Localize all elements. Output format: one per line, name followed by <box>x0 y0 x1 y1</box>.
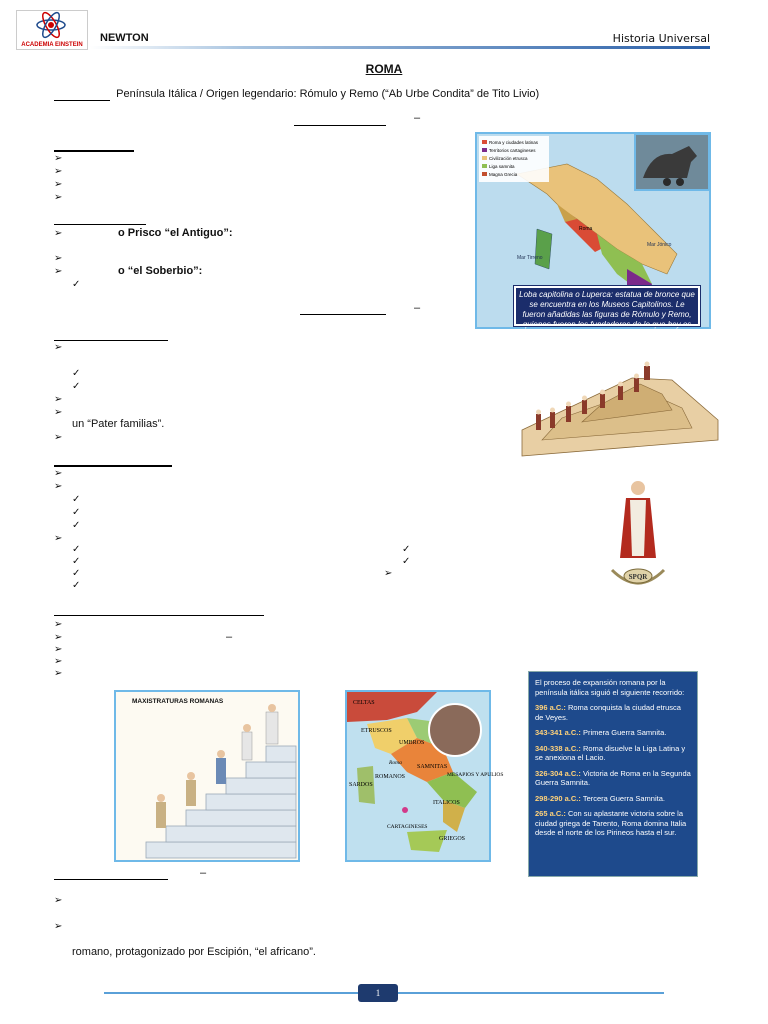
intro-line <box>54 88 539 101</box>
check-bullet-icon: ✓ <box>402 544 411 555</box>
atom-icon <box>35 13 67 37</box>
arrow-bullet-icon: ➢ <box>54 656 63 667</box>
check-bullet-icon: ✓ <box>72 520 81 531</box>
peoples-map-graphic <box>347 692 504 860</box>
arrow-bullet-icon: ➢ <box>54 921 63 932</box>
map-legend-item: Territorios cartagineses <box>489 148 536 153</box>
arrow-bullet-icon: ➢ <box>54 407 63 418</box>
map2-label: ITALICOS <box>433 800 460 806</box>
map2-label: MESAPIOS Y APULIOS <box>447 772 504 778</box>
map-label: Mar Jónico <box>647 242 672 248</box>
check-bullet-icon: ✓ <box>72 381 81 392</box>
infobox-item: 340-338 a.C.: Roma disuelve la Liga Latina y se anexiona el Lacio. <box>535 743 686 762</box>
arrow-bullet-icon: ➢ <box>54 632 63 643</box>
infobox-item: 396 a.C.: Roma conquista la ciudad etrusca de Veyes. <box>535 703 681 722</box>
page-number: 1 <box>358 984 398 1002</box>
magistraturas-image <box>114 690 300 862</box>
expansion-infobox <box>528 671 698 877</box>
soberbio-label: o “el Soberbio”: <box>118 265 203 277</box>
blank-field <box>54 89 110 101</box>
check-bullet-icon: ✓ <box>72 556 81 567</box>
arrow-bullet-icon: ➢ <box>54 468 63 479</box>
arrow-bullet-icon: ➢ <box>54 179 63 190</box>
intro-text: Península Itálica / Origen legendario: Rómulo y Remo (“Ab Urbe Condita” de Tito Livio) <box>116 88 540 100</box>
blank-line <box>300 314 386 315</box>
map-legend-item: Roma y ciudades latinas <box>489 140 539 145</box>
arrow-bullet-icon: ➢ <box>54 228 63 239</box>
map2-label: UMBROS <box>399 740 425 746</box>
logo-label: ACADEMIA EINSTEIN <box>21 42 83 48</box>
map-label: Roma <box>579 226 593 232</box>
header-rule <box>90 46 710 49</box>
page-title: ROMA <box>365 62 403 76</box>
arrow-bullet-icon: ➢ <box>54 432 63 443</box>
roman-senator-image <box>600 478 676 594</box>
header-subject: Historia Universal <box>612 32 710 45</box>
map2-label: CARTAGINESES <box>387 824 428 830</box>
map2-label: SAMNITAS <box>417 764 448 770</box>
check-bullet-icon: ✓ <box>72 580 81 591</box>
check-bullet-icon: ✓ <box>72 494 81 505</box>
infobox-item: 265 a.C.: Con su aplastante victoria sobre la ciudad griega de Tarento, Roma domina Italia desde el norte de los Pirineos hasta el sur. <box>535 809 687 837</box>
map2-label: GRIEGOS <box>439 836 466 842</box>
pyramid-graphic <box>522 360 718 460</box>
arrow-bullet-icon: ➢ <box>54 668 63 679</box>
arrow-bullet-icon: ➢ <box>384 568 393 579</box>
infobox-item: 343-341 a.C.: Primera Guerra Samnita. <box>535 728 667 737</box>
map2-label: CELTAS <box>353 700 375 706</box>
dash: – <box>200 867 207 879</box>
infobox-item: 326-304 a.C.: Victoria de Roma en la Segunda Guerra Samnita. <box>535 768 691 787</box>
arrow-bullet-icon: ➢ <box>54 895 63 906</box>
social-pyramid-image <box>522 360 718 460</box>
arrow-bullet-icon: ➢ <box>54 153 63 164</box>
last-line-text: romano, protagonizado por Escipión, “el africano”. <box>72 946 316 958</box>
svg-text:SPQR: SPQR <box>628 573 648 581</box>
infobox-intro: El proceso de expansión romana por la península itálica siguió el siguiente recorrido: <box>535 678 685 697</box>
dash: – <box>226 631 233 643</box>
map-legend-item: Civilización etrusca <box>489 156 528 161</box>
check-bullet-icon: ✓ <box>72 279 81 290</box>
map2-label: Roma <box>389 760 402 766</box>
prisco-label: o Prisco “el Antiguo”: <box>118 227 233 239</box>
staircase-graphic <box>116 692 298 860</box>
arrow-bullet-icon: ➢ <box>54 253 63 264</box>
map2-label: ETRUSCOS <box>361 728 392 734</box>
blank-line <box>54 615 264 616</box>
header-name: NEWTON <box>100 32 149 44</box>
check-bullet-icon: ✓ <box>72 507 81 518</box>
arrow-bullet-icon: ➢ <box>54 533 63 544</box>
arrow-bullet-icon: ➢ <box>54 619 63 630</box>
blank-line <box>54 340 168 341</box>
check-bullet-icon: ✓ <box>72 544 81 555</box>
blank-line <box>54 879 168 880</box>
dash: – <box>414 112 421 124</box>
dash: – <box>414 302 421 314</box>
arrow-bullet-icon: ➢ <box>54 481 63 492</box>
blank-line <box>294 125 386 126</box>
map-legend-item: Liga samnita <box>489 164 515 169</box>
map-caption: Loba capitolina o Luperca: estatua de bronce que se encuentra en los Museos Capitolinos. Le fueron añadidas las figuras de Rómulo y Remo, quienes fueron los fundadores de lo que hoy es Roma. <box>514 286 700 326</box>
section-heading-line <box>54 465 172 467</box>
pater-familias-text: un “Pater familias”. <box>72 418 165 430</box>
arrow-bullet-icon: ➢ <box>54 342 63 353</box>
check-bullet-icon: ✓ <box>72 568 81 579</box>
arrow-bullet-icon: ➢ <box>54 192 63 203</box>
check-bullet-icon: ✓ <box>72 368 81 379</box>
arrow-bullet-icon: ➢ <box>54 394 63 405</box>
blank-line <box>54 224 146 225</box>
italy-peoples-map-image <box>345 690 504 862</box>
arrow-bullet-icon: ➢ <box>54 166 63 177</box>
arrow-bullet-icon: ➢ <box>54 266 63 277</box>
check-bullet-icon: ✓ <box>402 556 411 567</box>
map2-label: SARDOS <box>349 782 373 788</box>
map-label: Mar Tirreno <box>517 255 543 261</box>
section-heading-line <box>54 150 134 152</box>
magistraturas-title: MAXISTRATURAS ROMANAS <box>132 698 224 705</box>
map-legend-item: Magna Grecia <box>489 172 518 177</box>
infobox-item: 298-290 a.C.: Tercera Guerra Samnita. <box>535 793 665 803</box>
academy-logo <box>16 10 88 50</box>
arrow-bullet-icon: ➢ <box>54 644 63 655</box>
map2-label: ROMANOS <box>375 774 406 780</box>
senator-graphic <box>600 478 676 594</box>
